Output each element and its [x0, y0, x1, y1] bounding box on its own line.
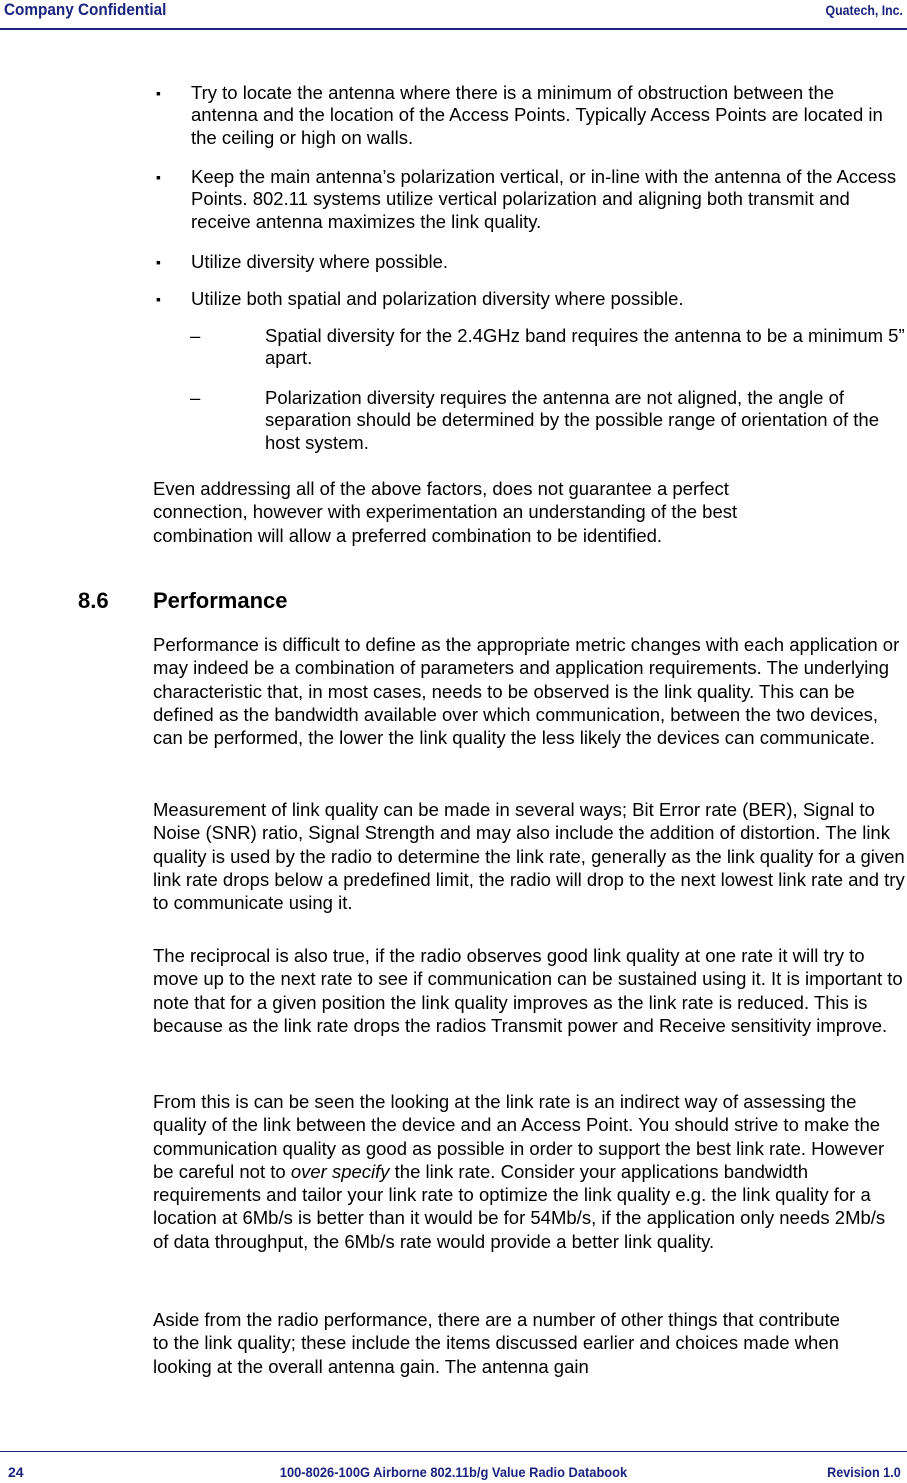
section-number: 8.6	[78, 588, 109, 613]
bullet-marker: ▪	[156, 254, 161, 270]
body-paragraph: The reciprocal is also true, if the radio observes good link quality at one rate it will try to move up to the next rate to see if communication can be sustained using it. It is important to note that for a given position the link quality improves as the link rate is reduced. This is because as the link rate drops the radios Transmit power and Receive sensitivity improve.	[153, 945, 903, 1036]
footer-rule	[0, 1451, 907, 1452]
bullet-marker: ▪	[156, 169, 161, 185]
sub-bullet-item: Polarization diversity requires the antenna are not aligned, the angle of separation should be determined by the possible range of orientation of the host system.	[265, 387, 879, 453]
dash-marker: –	[190, 325, 201, 346]
paragraph-text: the link rate. Consider your applications bandwidth requirements and tailor your link rate to optimize the link quality e.g. the link quality for a location at 6Mb/s is better than it would be for 54Mb/s, if the application only needs 2Mb/s of data throughput, the 6Mb/s rate would provide a better link quality.	[153, 1160, 886, 1252]
bullet-item: Utilize diversity where possible.	[191, 251, 449, 272]
sub-bullet-item: Spatial diversity for the 2.4GHz band requires the antenna to be a minimum 5” apart.	[265, 325, 905, 369]
header-company-name: Quatech, Inc.	[825, 2, 903, 18]
bullet-marker: ▪	[156, 291, 161, 307]
bullet-item: Keep the main antenna’s polarization vertical, or in-line with the antenna of the Access Points. 802.11 systems utilize vertical polarization and aligning both transmit and receive antenna maximizes the link quality.	[191, 166, 897, 232]
bullet-item: Utilize both spatial and polarization diversity where possible.	[191, 288, 684, 309]
body-paragraph	[153, 1090, 905, 1253]
body-paragraph: Measurement of link quality can be made in several ways; Bit Error rate (BER), Signal to Noise (SNR) ratio, Signal Strength and may also include the addition of distortion. The link quality is used by the radio to determine the link rate, generally as the link quality for a given link rate drops below a predefined limit, the radio will drop to the next lowest link rate and try to communicate using it.	[153, 799, 905, 914]
body-paragraph: Performance is difficult to define as the appropriate metric changes with each application or may indeed be a combination of parameters and application requirements. The underlying characteristic that, in most cases, needs to be observed is the link quality. This can be defined as the bandwidth available over which communication, between the two devices, can be performed, the lower the link quality the less likely the devices can communicate.	[153, 634, 900, 749]
dash-marker: –	[190, 387, 201, 408]
body-paragraph: Aside from the radio performance, there are a number of other things that contribute to the link quality; these include the items discussed earlier and choices made when looking at the overall antenna gain. The antenna gain	[153, 1309, 840, 1377]
bullet-marker: ▪	[156, 85, 161, 101]
section-title: Performance	[153, 588, 288, 613]
intro-paragraph: Even addressing all of the above factors, does not guarantee a perfect connection, however with experimentation an understanding of the best combination will allow a preferred combination to be identified.	[153, 478, 738, 546]
footer-document-title: 100-8026-100G Airborne 802.11b/g Value Radio Databook	[279, 1464, 628, 1480]
emphasis-text: over specify	[290, 1160, 390, 1182]
bullet-item: Try to locate the antenna where there is a minimum of obstruction between the antenna and the location of the Access Points. Typically Access Points are located in the ceiling or high on walls.	[191, 82, 883, 148]
header-rule	[0, 28, 907, 30]
footer-page-number: 24	[8, 1464, 24, 1480]
header-company-confidential: Company Confidential	[4, 0, 167, 19]
footer-revision: Revision 1.0	[827, 1464, 901, 1480]
paragraph-text: From this is can be seen the looking at the link rate is an indirect way of assessing the quality of the link between the device and an Access Point. You should strive to make the communication quality as good as possible in order to support the best link rate. However be careful not to	[153, 1091, 885, 1182]
